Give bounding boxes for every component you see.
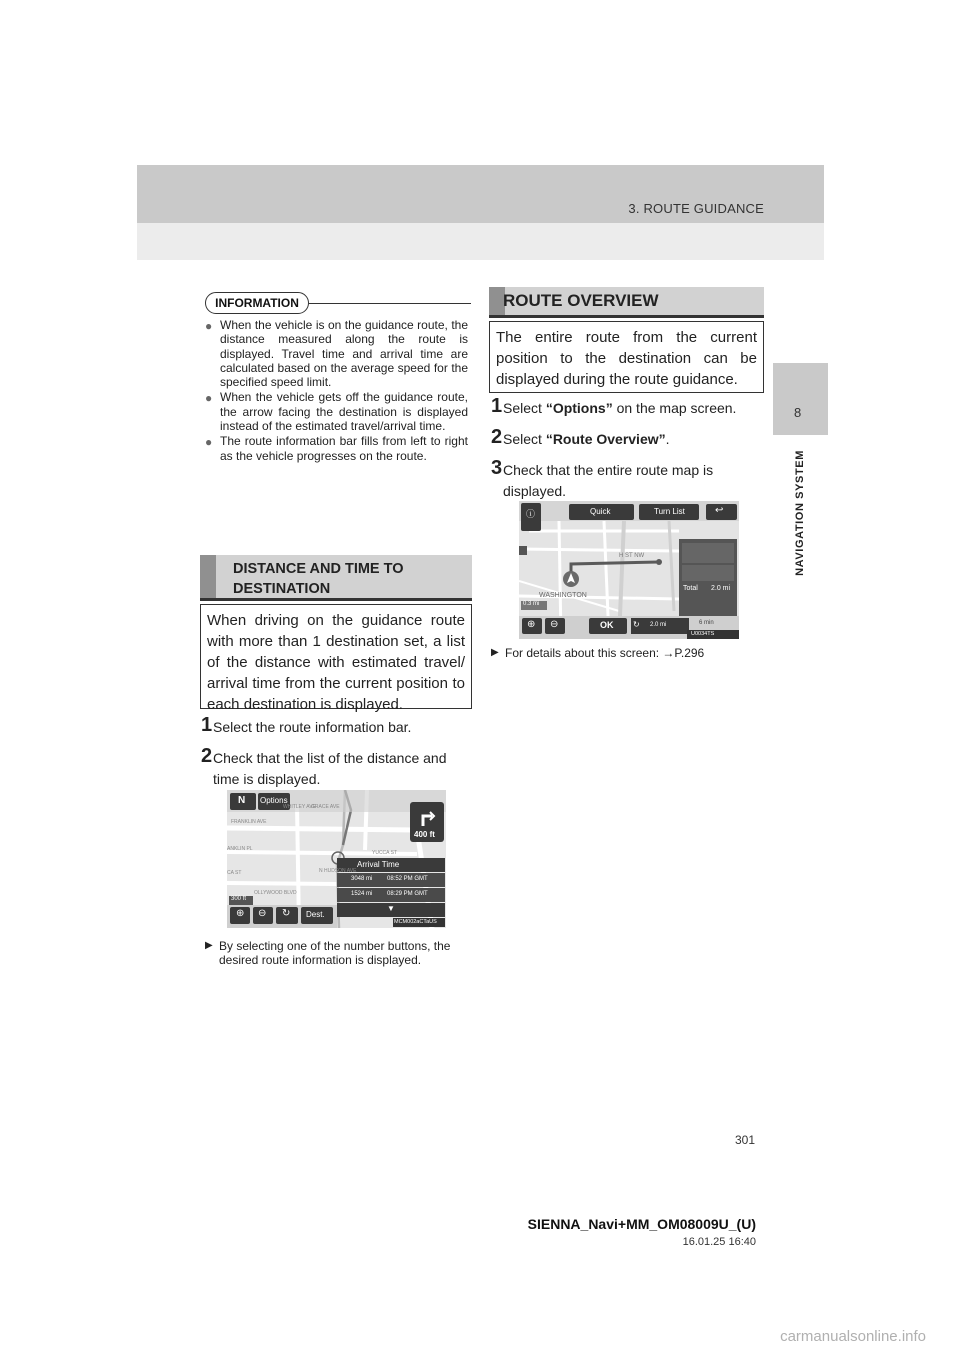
step-2: 2 Select “Route Overview”.: [491, 426, 670, 448]
compass-icon[interactable]: N: [238, 795, 246, 806]
information-badge: INFORMATION: [205, 292, 309, 314]
step-3: 3 Check that the entire route map is displayed.: [491, 457, 714, 499]
map-scale: 0.3 mi: [523, 601, 540, 607]
document-id: SIENNA_Navi+MM_OM08009U_(U): [527, 1216, 756, 1232]
street-label: GRACE AVE: [311, 804, 340, 810]
row-distance[interactable]: 3048 mi: [351, 876, 373, 882]
quick-button[interactable]: Quick: [590, 507, 611, 516]
distance-time-heading: [200, 555, 472, 601]
street-label: FRANKLIN AVE: [231, 819, 267, 825]
heading-line: DESTINATION: [233, 581, 331, 597]
arrow-bullet-icon: ▶: [205, 940, 213, 951]
zoom-in-icon[interactable]: ⊕: [236, 908, 245, 919]
section-label: [790, 450, 810, 880]
print-date: 16.01.25 16:40: [682, 1236, 756, 1248]
bullet-icon: ●: [205, 391, 213, 406]
street-label: WHITLEY AVE: [283, 804, 316, 810]
section-label-text: NAVIGATION SYSTEM: [794, 450, 806, 576]
row-distance[interactable]: 1524 mi: [351, 891, 373, 897]
information-item: ● When the vehicle is on the guidance route, the distance measured along the route is displayed. Travel time and arrival time are calculated based on the average speed for the specified speed limit.: [205, 318, 468, 390]
arrival-time-screen: [227, 790, 446, 928]
figure-code: MCM002aCTaUS: [394, 919, 437, 925]
section-tab: [773, 363, 828, 435]
route-time: 6 min: [699, 620, 714, 626]
bullet-icon: ●: [205, 435, 213, 450]
step-2: 2 Check that the list of the distance and time is displayed.: [201, 745, 447, 787]
heading-marker: [200, 555, 216, 598]
map-scale: 300 ft: [231, 896, 247, 902]
route-overview-intro: The entire route from the current position to the destination can be displayed during the route guidance.: [489, 321, 764, 393]
zoom-out-icon[interactable]: ⊖: [258, 908, 267, 919]
route-overview-heading: ROUTE OVERVIEW: [489, 287, 764, 318]
zoom-out-icon[interactable]: ⊖: [550, 619, 559, 630]
distance-time-intro: When driving on the guidance route with more than 1 destination set, a list of the distance with estimated travel/ arrival time from the current position to each destination is displayed.: [200, 604, 472, 709]
information-item: ● The route information bar fills from left to right as the vehicle progresses on the route.: [205, 434, 468, 463]
street-label: OLLYWOOD BLVD: [254, 890, 297, 896]
left-note: ▶ By selecting one of the number buttons, the desired route information is displayed.: [205, 939, 451, 967]
scroll-down-icon[interactable]: ▼: [387, 904, 395, 913]
dest-button[interactable]: Dest.: [306, 910, 325, 919]
step-1: 1 Select the route information bar.: [201, 714, 412, 736]
route-overview-screen: [519, 501, 739, 639]
zoom-in-icon[interactable]: ⊕: [527, 619, 536, 630]
heading-line: DISTANCE AND TIME TO: [233, 561, 404, 577]
ok-button[interactable]: OK: [600, 620, 614, 630]
arrival-time-header: Arrival Time: [357, 860, 400, 869]
figure-code: U0034TS: [691, 631, 715, 637]
city-label: WASHINGTON: [539, 592, 587, 599]
section-number: 8: [794, 405, 802, 420]
info-icon[interactable]: ⓘ: [526, 509, 536, 519]
reroute-icon[interactable]: ↻: [282, 908, 291, 919]
information-list: [205, 318, 468, 464]
street-label: N HUDSON AVE: [319, 868, 357, 874]
step-1: 1 Select “Options” on the map screen.: [491, 395, 737, 417]
arrow-bullet-icon: ▶: [491, 647, 499, 658]
street-label: ANKLIN PL: [227, 846, 253, 852]
back-icon[interactable]: ↩: [715, 505, 724, 516]
bullet-icon: ●: [205, 319, 213, 333]
row-time[interactable]: 08:52 PM GMT: [387, 876, 428, 882]
street-label: CA ST: [227, 870, 242, 876]
turn-list-button[interactable]: Turn List: [654, 507, 685, 516]
street-label: YUCCA ST: [372, 850, 398, 856]
information-item: ● When the vehicle gets off the guidance route, the arrow facing the destination is displayed instead of the estimated travel/arrival time.: [205, 390, 468, 434]
options-button[interactable]: Options: [260, 796, 288, 805]
page-title: 3. ROUTE GUIDANCE: [628, 201, 764, 216]
watermark: carmanualsonline.info: [780, 1328, 926, 1345]
reroute-icon[interactable]: ↻: [633, 620, 640, 629]
row-time[interactable]: 08:29 PM GMT: [387, 891, 428, 897]
route-distance: 2.0 mi: [650, 622, 667, 628]
information-rule: [309, 303, 471, 304]
total-label: Total: [683, 585, 698, 592]
right-note: ▶ For details about this screen: →P.296: [491, 646, 705, 660]
turn-distance: 400 ft: [414, 830, 435, 839]
street-label: H ST NW: [619, 553, 645, 559]
page-number: 301: [735, 1133, 756, 1147]
total-value: 2.0 mi: [711, 585, 731, 592]
